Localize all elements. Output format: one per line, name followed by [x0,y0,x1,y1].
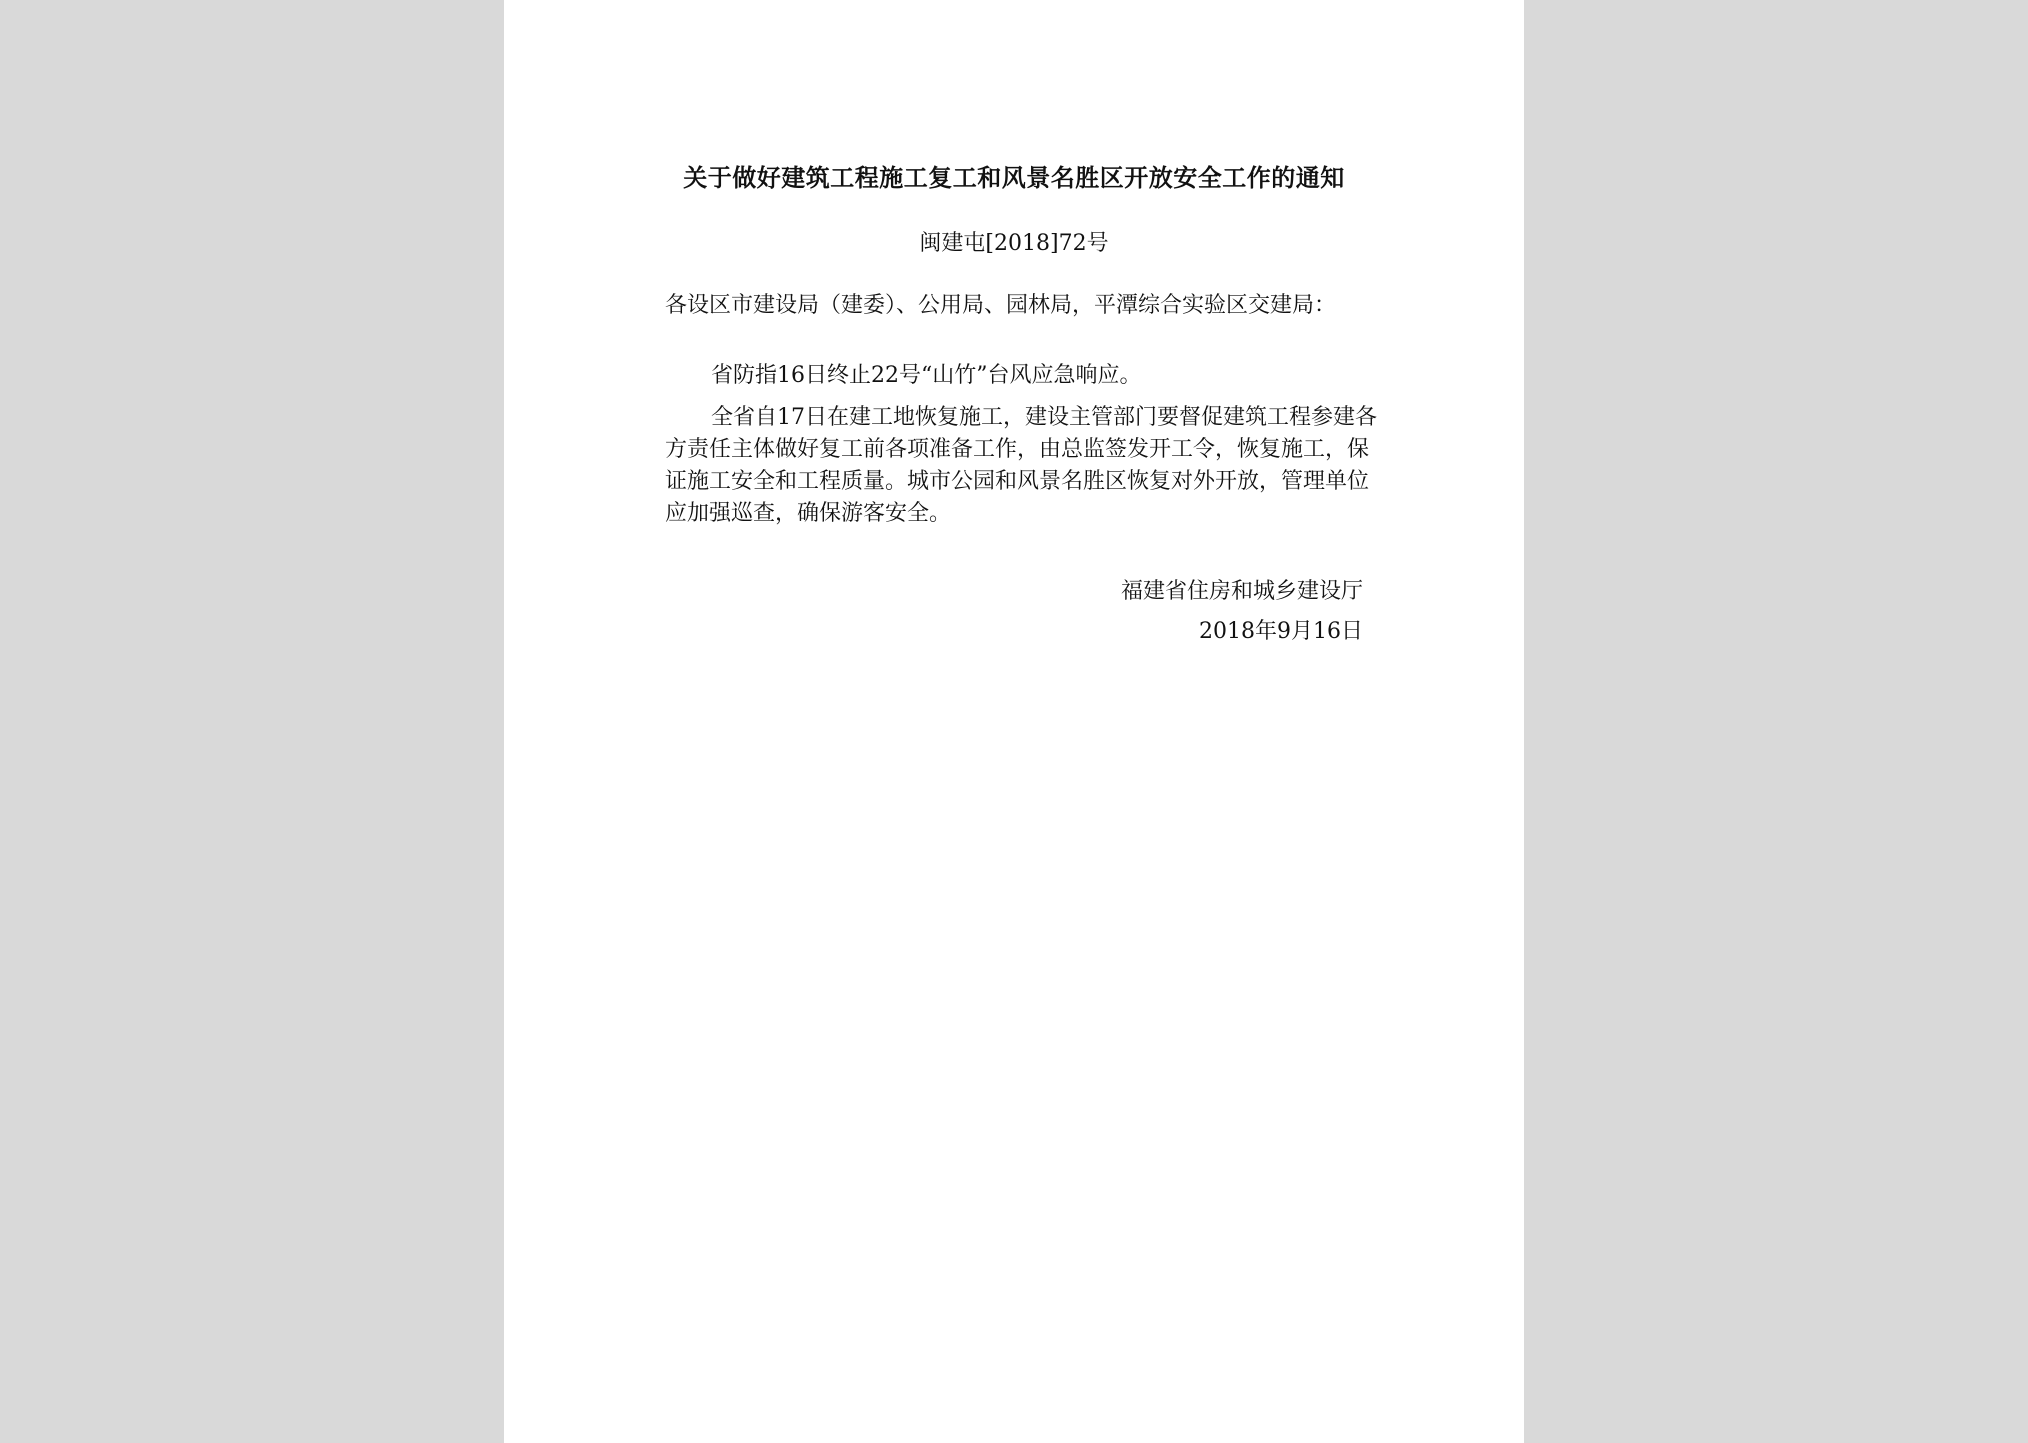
document-page [504,0,1524,1443]
issue-date: 2018年9月16日 [1199,619,1363,644]
addressee: 各设区市建设局（建委）、公用局、园林局，平潭综合实验区交建局： [665,293,1337,318]
document-title: 关于做好建筑工程施工复工和风景名胜区开放安全工作的通知 [683,163,1345,192]
paragraph-2: 全省自17日在建工地恢复施工，建设主管部门要督促建筑工程参建各方责任主体做好复工前各项准备工作，由总监签发开工令，恢复施工，保证施工安全和工程质量。城市公园和风景名胜区恢复对外开放，管理单位应加强巡查，确保游客安全。 [665,405,1377,526]
paragraph-1: 省防指16日终止22号“山竹”台风应急响应。 [711,363,1142,388]
issuer-signature: 福建省住房和城乡建设厅 [1120,579,1363,604]
document-number: 闽建屯[2018]72号 [919,231,1109,256]
